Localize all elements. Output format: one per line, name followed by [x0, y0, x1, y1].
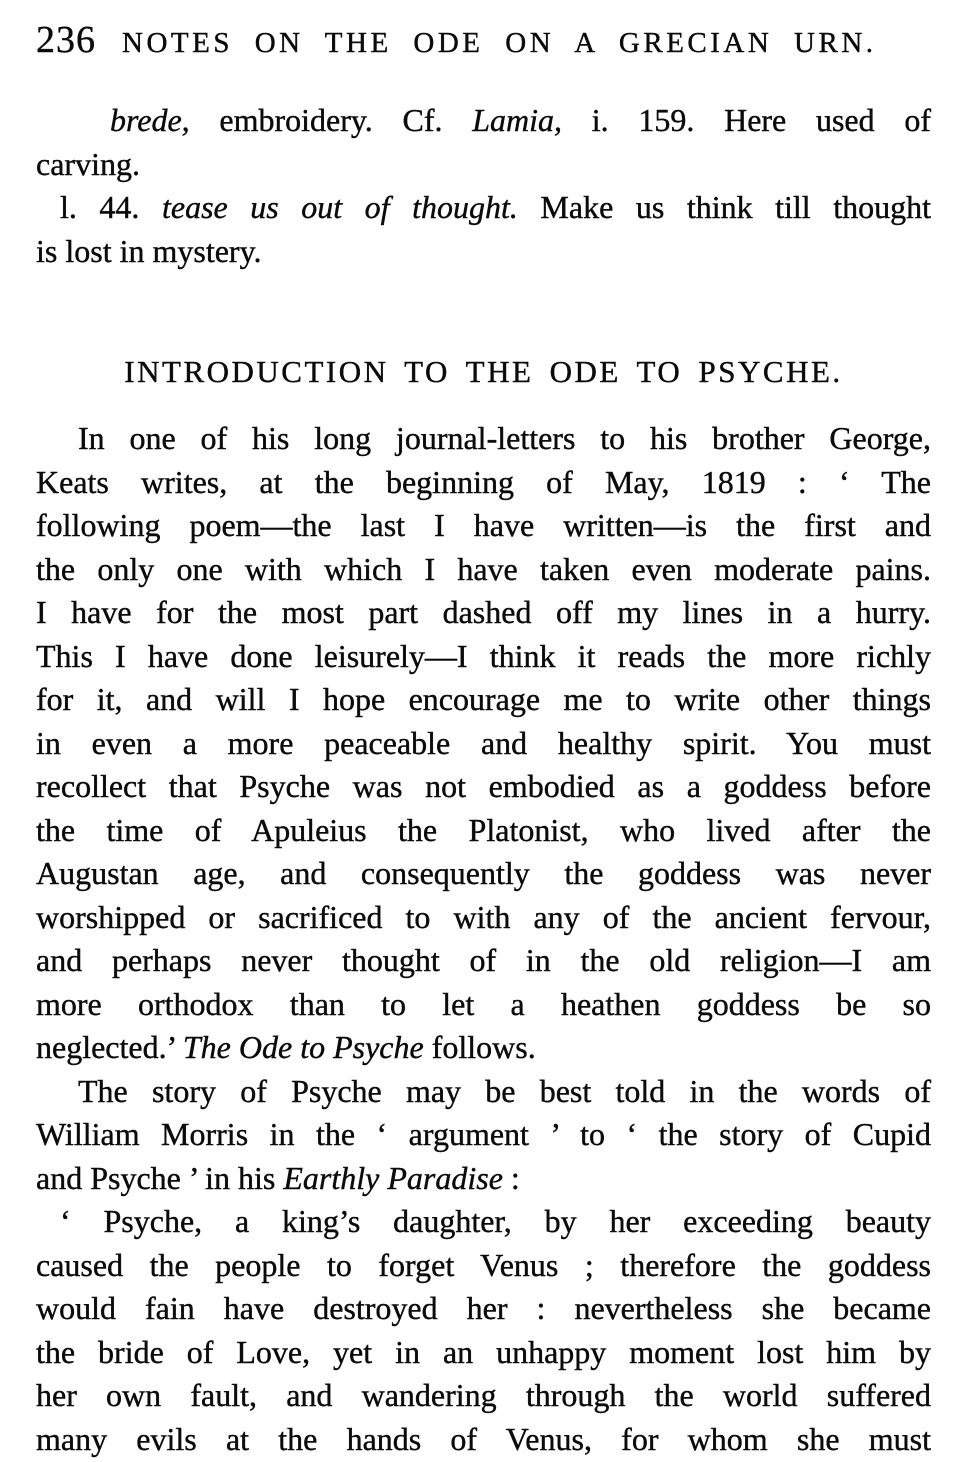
running-title: NOTES ON THE ODE ON A GRECIAN URN. — [122, 27, 877, 59]
text-line — [36, 1157, 931, 1201]
text-line: Augustan age, and consequently the goddess was never — [36, 855, 931, 891]
intro-paragraph-1 — [36, 417, 931, 1070]
section-heading: INTRODUCTION TO THE ODE TO PSYCHE. — [124, 354, 843, 389]
italic-segment: tease us out of thought. — [161, 189, 518, 225]
text-segment: i. 159. Here used of — [562, 102, 932, 138]
text-line: her own fault, and wandering through the world suffered — [36, 1377, 931, 1413]
text-segment: and Psyche ’ in his — [36, 1159, 284, 1196]
italic-segment: The Ode to Psyche — [182, 1029, 424, 1065]
text-segment: follows. — [423, 1029, 536, 1065]
text-line: worshipped or sacrificed to with any of the ancient fervour, — [36, 898, 931, 935]
text-line: the time of Apuleius the Platonist, who lived after the — [36, 811, 931, 848]
italic-segment: Earthly Paradise — [283, 1159, 503, 1196]
text-line: in even a more peaceable and healthy spirit. You must — [36, 724, 931, 761]
text-line — [36, 186, 931, 230]
text-line: This I have done leisurely—I think it reads the more richly — [36, 637, 931, 674]
text-line: following poem—the last I have written—is the first and — [36, 507, 931, 543]
text-segment: neglected.’ — [36, 1029, 183, 1065]
text-line: recollect that Psyche was not embodied as a goddess before — [36, 768, 931, 804]
text-line: carving. — [36, 145, 140, 182]
note-paragraph-brede — [36, 99, 931, 186]
page-header — [36, 18, 931, 65]
text-line — [36, 99, 931, 143]
page-number: 236 — [36, 19, 96, 61]
text-line: for it, and will I hope encourage me to write other things — [36, 681, 931, 717]
notes-section — [36, 99, 931, 273]
text-segment: : — [502, 1159, 520, 1196]
text-line: the only one with which I have taken even moderate pains. — [36, 550, 931, 587]
note-paragraph-tease — [36, 186, 931, 273]
text-line: is lost in mystery. — [36, 232, 262, 269]
text-line: would fain have destroyed her : nevertheless she became — [36, 1290, 931, 1326]
text-line: The story of Psyche may be best told in the words of — [78, 1072, 931, 1109]
text-line: caused the people to forget Venus ; therefore the goddess — [36, 1246, 931, 1283]
intro-paragraph-3 — [36, 1200, 931, 1461]
text-line: ‘ Psyche, a king’s daughter, by her exceeding beauty — [60, 1203, 931, 1239]
italic-segment: brede, — [110, 102, 190, 138]
text-line: and perhaps never thought of in the old religion—I am — [36, 942, 931, 978]
italic-segment: Lamia, — [472, 102, 563, 138]
text-line: I have for the most part dashed off my lines in a hurry. — [36, 594, 931, 630]
text-line: more orthodox than to let a heathen goddess be so — [36, 985, 931, 1022]
text-line: In one of his long journal-letters to his brother George, — [78, 420, 931, 456]
text-segment: Make us think till thought — [517, 189, 932, 225]
text-line — [36, 1026, 931, 1070]
intro-paragraph-2 — [36, 1070, 931, 1201]
text-segment: embroidery. Cf. — [189, 102, 473, 138]
introduction-section — [36, 417, 931, 1461]
text-segment: l. 44. — [60, 189, 162, 225]
text-line: the bride of Love, yet in an unhappy moment lost him by — [36, 1333, 931, 1370]
text-line: many evils at the hands of Venus, for whom she must — [36, 1420, 931, 1457]
text-line: William Morris in the ‘ argument ’ to ‘ the story of Cupid — [36, 1116, 931, 1152]
text-line: Keats writes, at the beginning of May, 1819 : ‘ The — [36, 463, 931, 500]
